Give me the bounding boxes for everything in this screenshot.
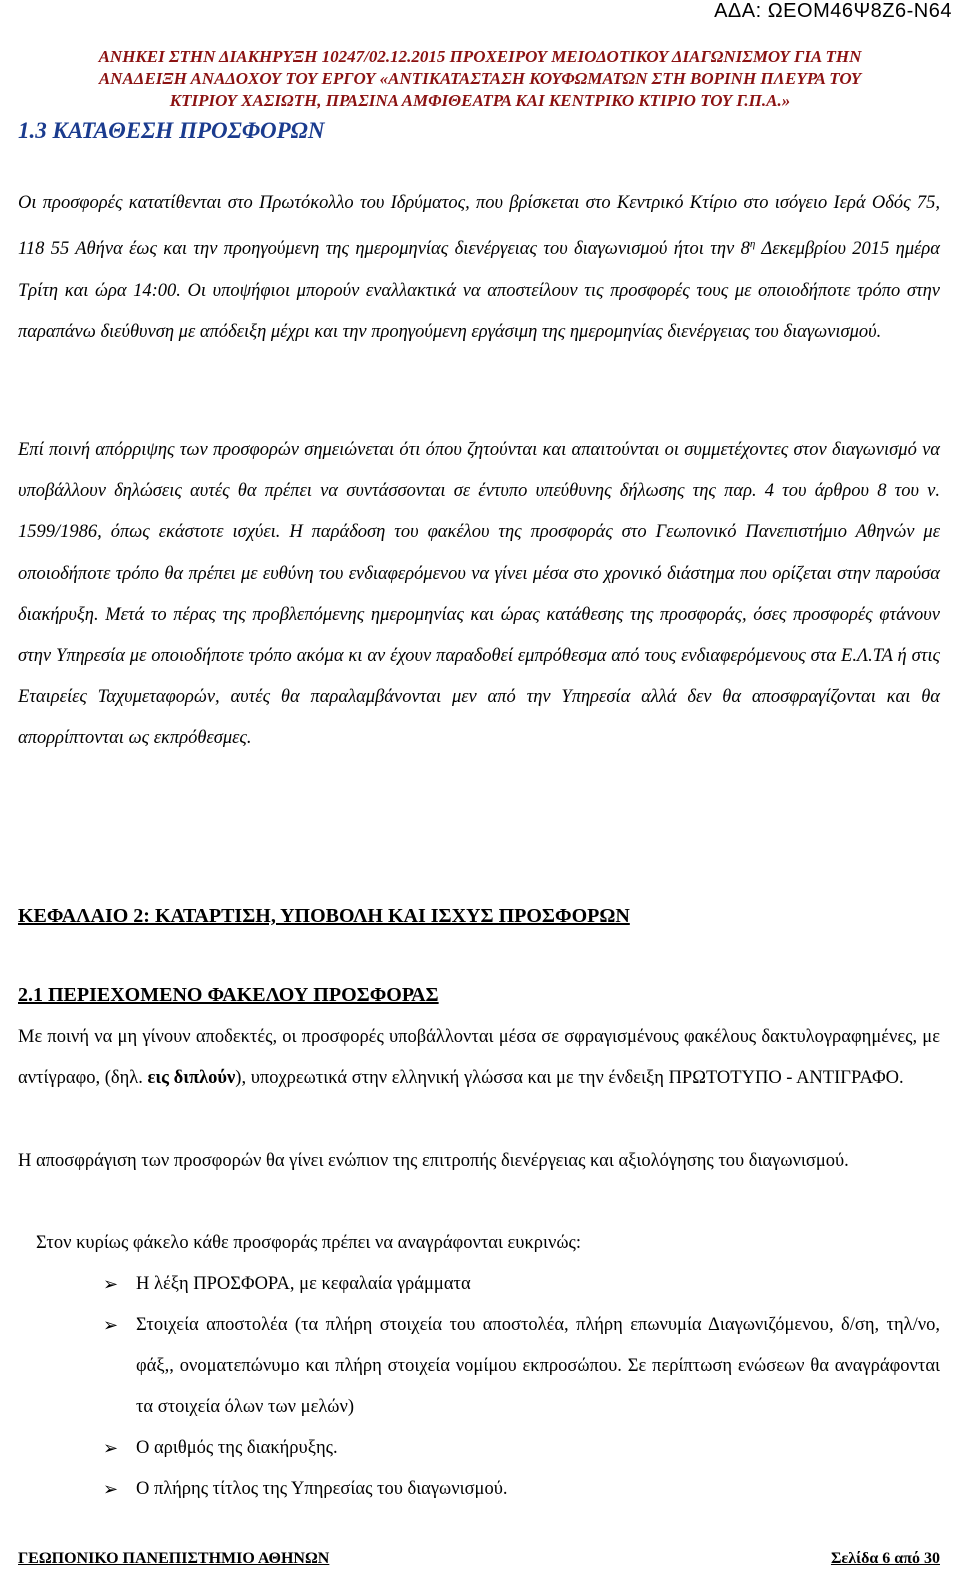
arrow-bullet-icon: ➢ — [103, 1479, 119, 1500]
list-item-text: Η λέξη ΠΡΟΣΦΟΡΑ, με κεφαλαία γράμματα — [136, 1274, 471, 1294]
footer-page-number: Σελίδα 6 από 30 — [830, 1550, 940, 1567]
envelope-requirements-list — [18, 1264, 940, 1510]
p1-text-a: Οι προσφορές κατατίθενται στο Πρωτόκολλο του Ιδρύματος, που βρίσκεται στο Κεντρικό Κτίριο στο ισόγειο Ιερά Οδός 75, 118 55 Αθήνα έως και την προηγούμενη της ημερομηνίας διενέργειας του διαγωνισμού ήτοι την 8 — [18, 193, 940, 260]
arrow-bullet-icon: ➢ — [103, 1438, 119, 1459]
header-line-3: ΚΤΙΡΙΟΥ ΧΑΣΙΩΤΗ, ΠΡΑΣΙΝΑ ΑΜΦΙΘΕΑΤΡΑ ΚΑΙ ΚΕΝΤΡΙΚΟ ΚΤΙΡΙΟ ΤΟΥ Γ.Π.Α.» — [169, 91, 791, 110]
section-1-3-paragraph-1 — [18, 183, 940, 353]
p1-superscript: η — [749, 238, 756, 251]
p21-bold-text: εις διπλούν — [147, 1068, 236, 1088]
section-1-3-paragraph-2: Επί ποινή απόρριψης των προσφορών σημειώνεται ότι όπου ζητούνται και απαιτούνται οι συμμετέχοντες στον διαγωνισμό να υποβάλλουν δηλώσεις αυτές θα πρέπει να συντάσσονται σε έντυπο υπεύθυνης δήλωσης της παρ. 4 του άρθρου 8 του ν. 1599/1986, όπως εκάστοτε ισχύει. Η παράδοση του φακέλου της προσφοράς στο Γεωπονικό Πανεπιστήμιο Αθηνών με οποιοδήποτε τρόπο θα πρέπει με ευθύνη του ενδιαφερόμενου να γίνει μέσα στο χρονικό διάστημα που ορίζεται στην παρούσα διακήρυξη. Μετά το πέρας της προβλεπόμενης ημερομηνίας και ώρας κατάθεσης της προσφοράς, όσες προσφορές φτάνουν στην Υπηρεσία με οποιοδήποτε τρόπο ακόμα κι αν έχουν παραδοθεί εμπρόθεσμα από τους ενδιαφερόμενους στα Ε.Λ.ΤΑ ή στις Εταιρείες Ταχυμεταφορών, αυτές θα παραλαμβάνονται μεν από την Υπηρεσία αλλά δεν θα αποσφραγίζονται και θα απορρίπτονται ως εκπρόθεσμες. — [18, 440, 940, 749]
section-1-3-heading: 1.3 ΚΑΤΑΘΕΣΗ ΠΡΟΣΦΟΡΩΝ — [18, 118, 325, 143]
footer-institution: ΓΕΩΠΟΝΙΚΟ ΠΑΝΕΠΙΣΤΗΜΙΟ ΑΘΗΝΩΝ — [18, 1550, 330, 1567]
section-2-1-paragraph-1 — [18, 1017, 940, 1099]
page-footer — [18, 1550, 940, 1568]
list-item — [18, 1428, 940, 1469]
list-item — [18, 1469, 940, 1510]
list-item — [18, 1264, 940, 1305]
list-item-text: Στοιχεία αποστολέα (τα πλήρη στοιχεία του αποστολέα, πλήρη επωνυμία Διαγωνιζόμενου, δ/ση, τηλ/νο, φάξ,, ονοματεπώνυμο και πλήρη στοιχεία νομίμου εκπροσώπου. Σε περίπτωση ενώσεων θα αναγράφονται τα στοιχεία όλων των μελών) — [136, 1315, 940, 1417]
chapter-2-heading: ΚΕΦΑΛΑΙΟ 2: ΚΑΤΑΡΤΙΣΗ, ΥΠΟΒΟΛΗ ΚΑΙ ΙΣΧΥΣ ΠΡΟΣΦΟΡΩΝ — [18, 905, 630, 927]
p21-text-b: ), υποχρεωτικά στην ελληνική γλώσσα και με την ένδειξη ΠΡΩΤΟΤΥΠΟ - ΑΝΤΙΓΡΑΦΟ. — [235, 1068, 904, 1088]
ada-code: ΑΔΑ: ΩΕΟΜ46Ψ8Ζ6-Ν64 — [714, 0, 952, 22]
arrow-bullet-icon: ➢ — [103, 1315, 119, 1336]
section-2-1-paragraph-2: Η αποσφράγιση των προσφορών θα γίνει ενώπιον της επιτροπής διενέργειας και αξιολόγησης του διαγωνισμού. — [18, 1151, 849, 1171]
section-2-1-paragraph-3: Στον κυρίως φάκελο κάθε προσφοράς πρέπει να αναγράφονται ευκρινώς: — [36, 1233, 582, 1253]
list-item-text: Ο πλήρης τίτλος της Υπηρεσίας του διαγωνισμού. — [136, 1479, 508, 1499]
header-line-1: ΑΝΗΚΕΙ ΣΤΗΝ ΔΙΑΚΗΡΥΞΗ 10247/02.12.2015 ΠΡΟΧΕΙΡΟΥ ΜΕΙΟΔΟΤΙΚΟΥ ΔΙΑΓΩΝΙΣΜΟΥ ΓΙΑ ΤΗΝ — [98, 47, 862, 66]
section-2-1-heading: 2.1 ΠΕΡΙΕΧΟΜΕΝΟ ΦΑΚΕΛΟΥ ΠΡΟΣΦΟΡΑΣ — [18, 984, 439, 1006]
header-line-2: ΑΝΑΔΕΙΞΗ ΑΝΑΔΟΧΟΥ ΤΟΥ ΕΡΓΟΥ «ΑΝΤΙΚΑΤΑΣΤΑΣΗ ΚΟΥΦΩΜΑΤΩΝ ΣΤΗ ΒΟΡΙΝΗ ΠΛΕΥΡΑ ΤΟΥ — [98, 69, 862, 88]
list-item — [18, 1305, 940, 1428]
arrow-bullet-icon: ➢ — [103, 1274, 119, 1295]
p21-text-a: Με ποινή να μη γίνουν αποδεκτές, οι προσφορές υποβάλλονται μέσα σε σφραγισμένους φακέλους δακτυλογραφημένες, με αντίγραφο, (δηλ. — [18, 1027, 940, 1088]
document-header — [0, 46, 960, 112]
p1-text-b: Δεκεμβρίου 2015 ημέρα Τρίτη και ώρα 14:00. Οι υποψήφιοι μπορούν εναλλακτικά να αποστείλουν τις προσφορές τους με οποιοδήποτε τρόπο στην παραπάνω διεύθυνση με απόδειξη μέχρι και την προηγούμενη εργάσιμη της ημερομηνίας διενέργειας του διαγωνισμού. — [18, 239, 940, 342]
list-item-text: Ο αριθμός της διακήρυξης. — [136, 1438, 338, 1458]
